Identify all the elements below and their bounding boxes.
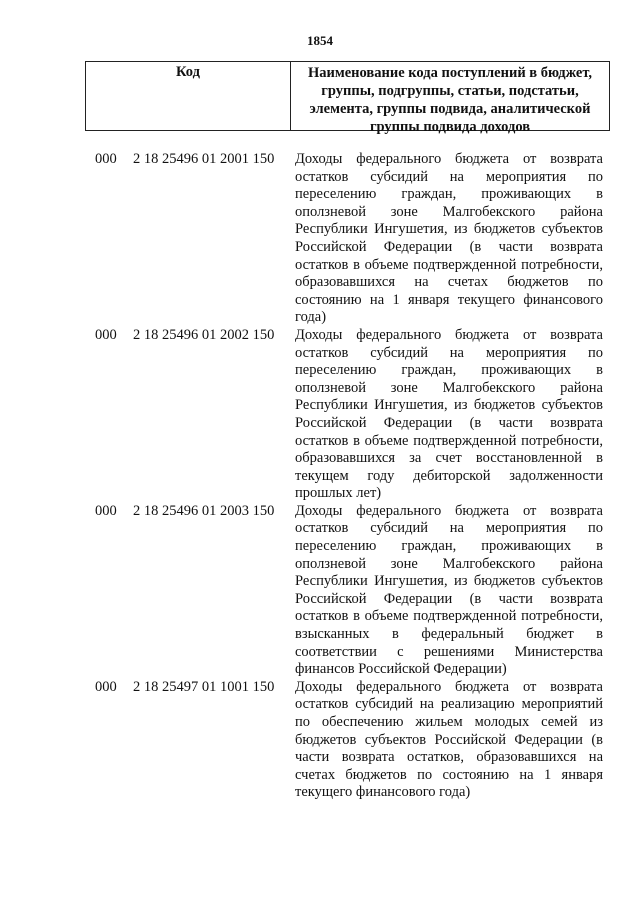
entry-income-code: 2 18 25496 01 2002 150	[133, 326, 275, 343]
entry-income-code: 2 18 25497 01 1001 150	[133, 678, 275, 695]
table-row	[0, 503, 640, 679]
entry-admin-code: 000	[95, 502, 117, 519]
entry-description: Доходы федерального бюджета от возврата остатков субсидий на реализацию мероприятий по обеспечению жильем молодых семей из бюджетов субъектов Российской Федерации (в части возврата остатков, образовавшихся на счетах бюджетов по состоянию на 1 января текущего финансового года)	[295, 678, 603, 801]
table-header	[85, 61, 610, 135]
entry-description: Доходы федерального бюджета от возврата остатков субсидий на мероприятия по переселению граждан, проживающих в оползневой зоне Малгобекского района Республики Ингушетия, из бюджетов субъектов Российской Федерации (в части возврата остатков в объеме подтвержденной потребности, образовавшихся на счетах бюджетов по состоянию на 1 января текущего финансового года)	[295, 151, 603, 326]
entry-admin-code: 000	[95, 151, 117, 167]
entry-admin-code: 000	[95, 326, 117, 343]
header-code-column: Код	[86, 62, 291, 130]
entry-admin-code: 000	[95, 678, 117, 695]
table-row	[0, 151, 640, 327]
header-name-column: Наименование кода поступлений в бюджет, группы, подгруппы, статьи, подстатьи, элемента, группы подвида, аналитической группы подвида доходов	[307, 65, 593, 135]
entries-list	[0, 151, 640, 802]
entry-description: Доходы федерального бюджета от возврата остатков субсидий на мероприятия по переселению граждан, проживающих в оползневой зоне Малгобекского района Республики Ингушетия, из бюджетов субъектов Российской Федерации (в части возврата остатков в объеме подтвержденной потребности, образовавшихся за счет восстановленной в текущем году дебиторской задолженности прошлых лет)	[295, 326, 603, 502]
table-row	[0, 327, 640, 503]
page-number: 1854	[307, 33, 333, 48]
entry-income-code: 2 18 25496 01 2001 150	[133, 151, 275, 167]
table-row	[0, 679, 640, 802]
entry-income-code: 2 18 25496 01 2003 150	[133, 502, 275, 519]
entry-description: Доходы федерального бюджета от возврата остатков субсидий на мероприятия по переселению граждан, проживающих в оползневой зоне Малгобекского района Республики Ингушетия, из бюджетов субъектов Российской Федерации (в части возврата остатков в объеме подтвержденной потребности, взысканных в федеральный бюджет в соответствии с решениями Министерства финансов Российской Федерации)	[295, 502, 603, 678]
